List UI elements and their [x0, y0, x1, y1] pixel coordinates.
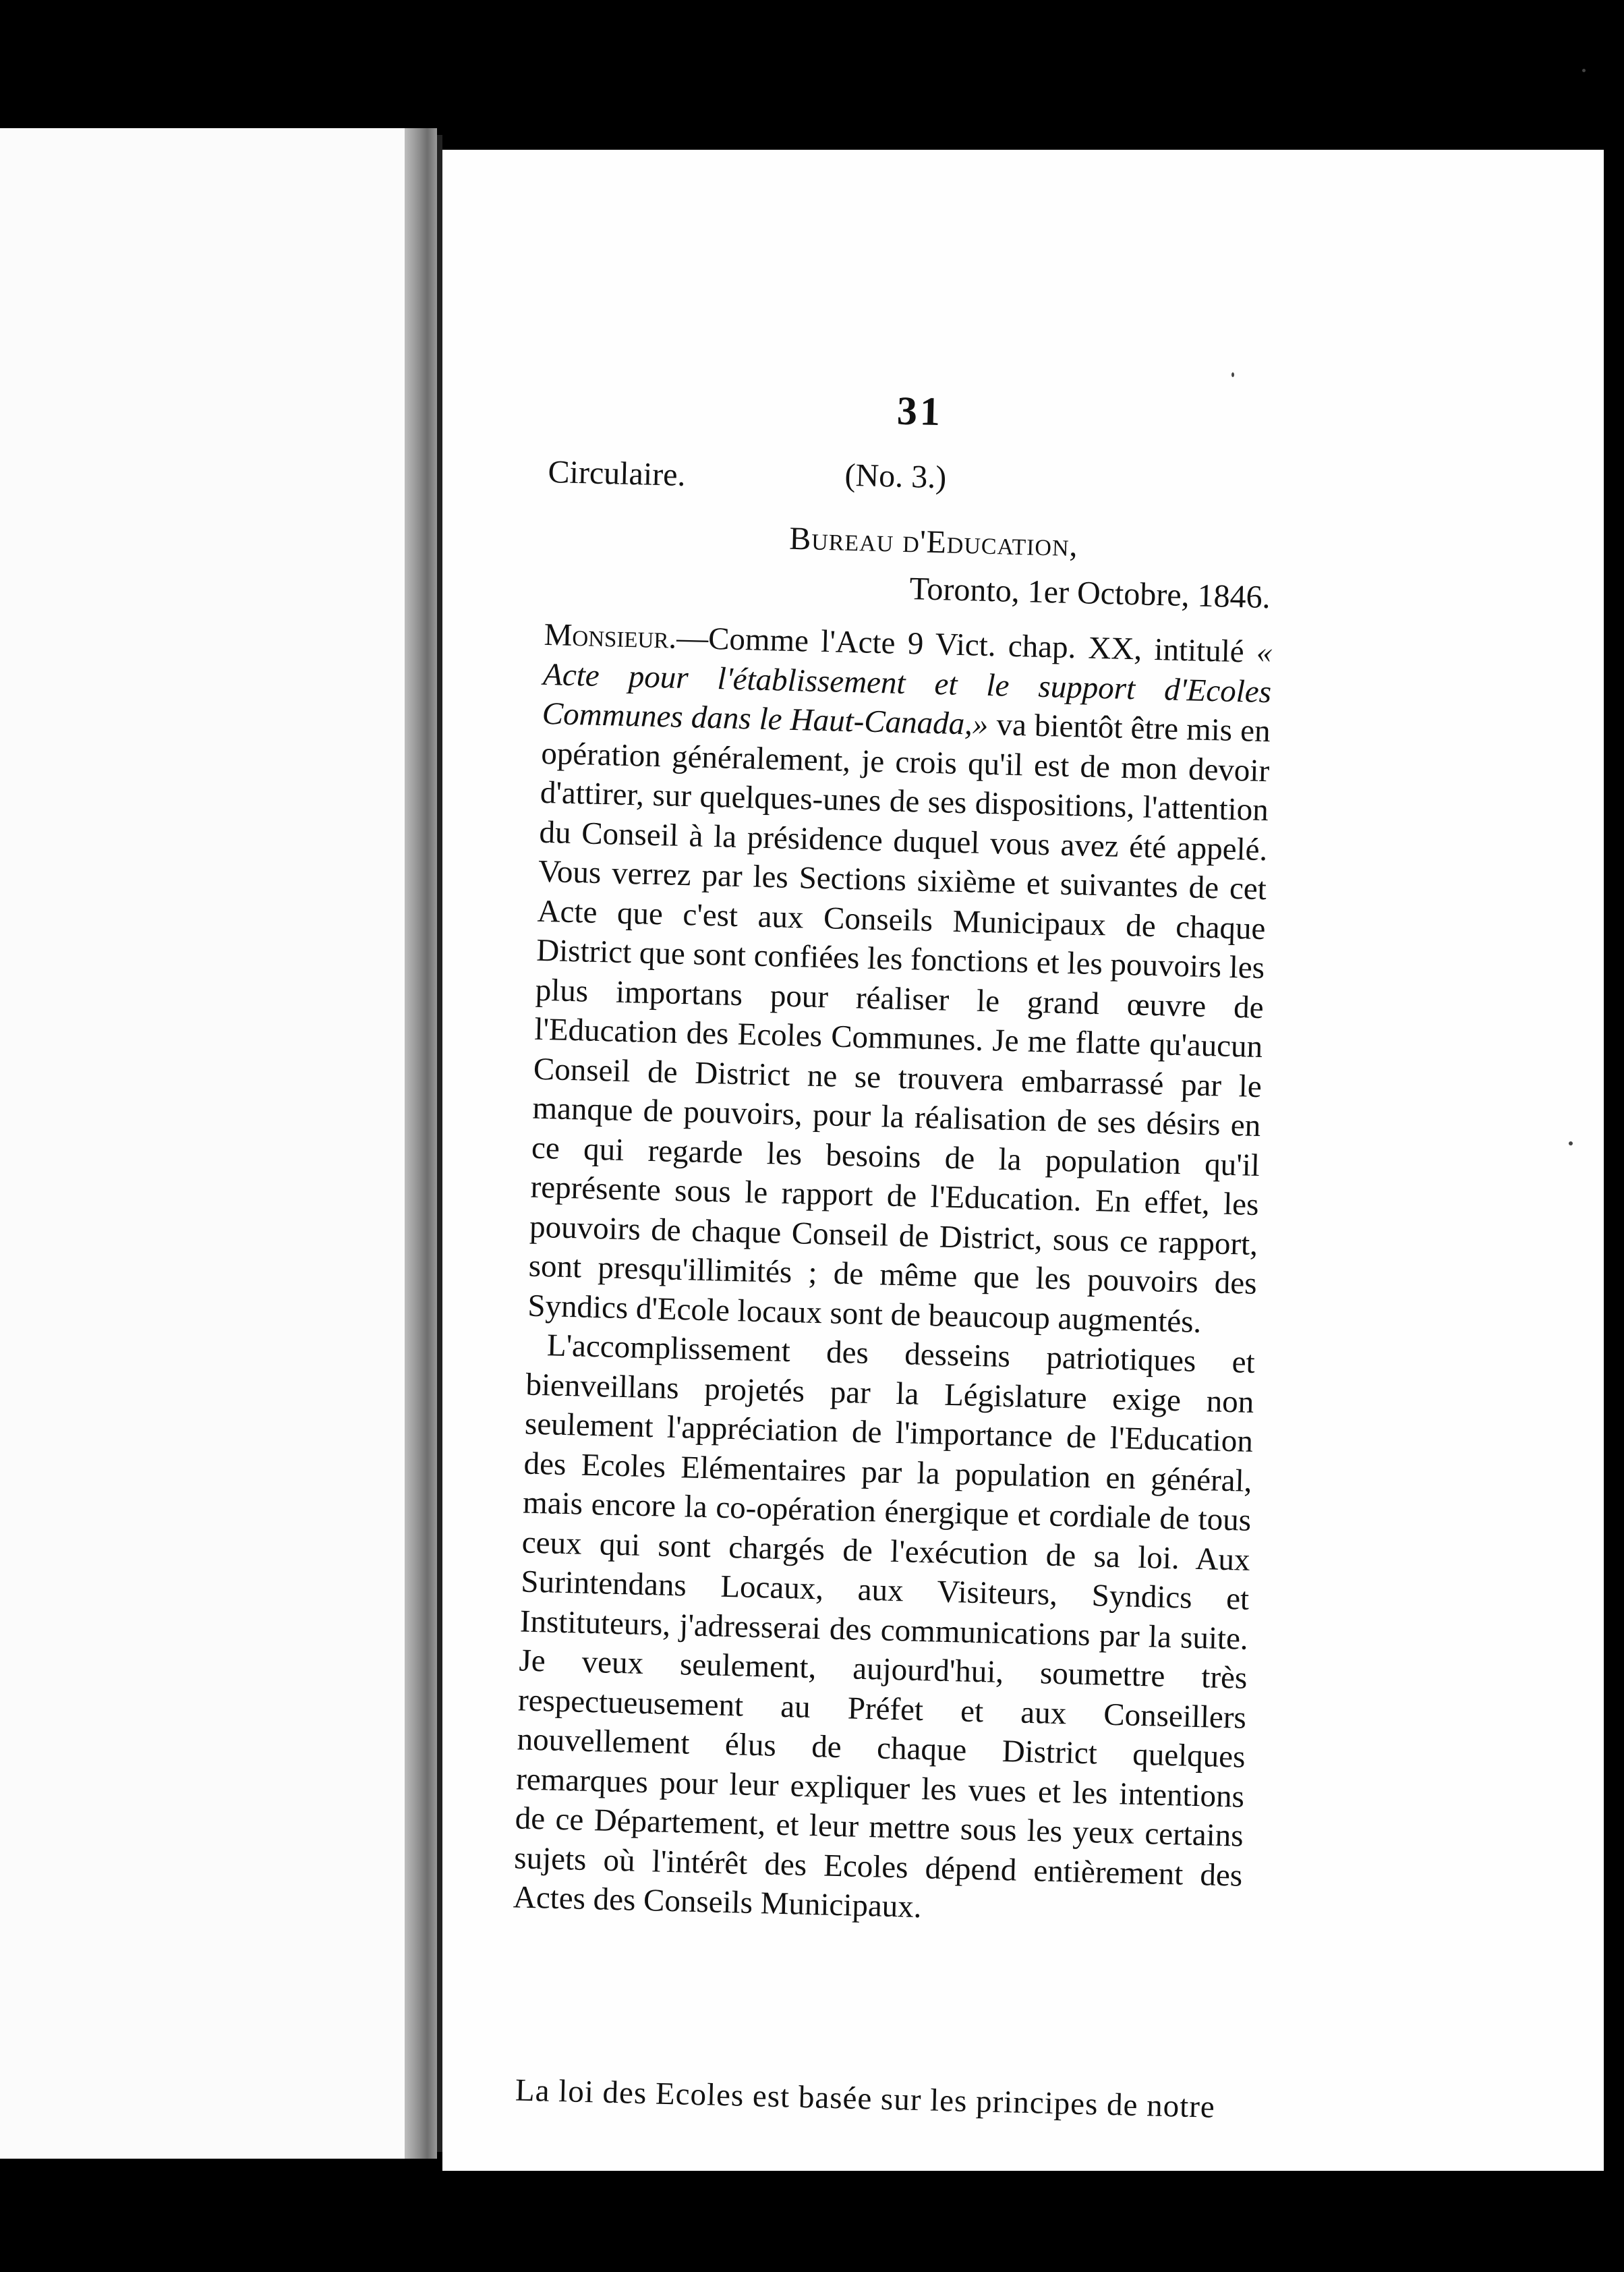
gutter-shadow — [437, 135, 442, 2152]
right-page — [442, 150, 1604, 2171]
left-page — [0, 128, 405, 2159]
act-title: « Acte pour l'établissement et le support d'Ecoles Communes dans le Haut-Canada,» — [542, 634, 1273, 743]
circular-label: Circulaire. — [547, 453, 687, 493]
continued-line: La loi des Ecoles est basée sur les principes de notre — [515, 2072, 1216, 2125]
document-text — [513, 379, 1279, 2125]
paragraph-2: L'accomplissement des desseins patriotiques et bienveillans projetés par la Législature exige non seulement l'appréciation de l'importance de l'Education des Ecoles Elémentaires par la population en général, mais encore la co-opération énergique et cordiale de tous ceux qui sont chargés de l'exécution de sa loi. Aux Surintendans Locaux, aux Visiteurs, Syndics et Instituteurs, j'adresserai des communications par la suite. Je veux seulement, aujourd'hui, soumettre très respectueusement au Préfet et aux Conseillers nouvellement élus de chaque District quelques remarques pour leur expliquer les vues et les intentions de ce Département, et leur mettre sous les yeux certains sujets où l'intérêt des Ecoles dépend entièrement des Actes des Conseils Municipaux. — [513, 1328, 1256, 1925]
salutation: Monsieur. — [544, 617, 677, 656]
circular-header — [548, 453, 1277, 518]
paragraph-1-lead: —Comme l'Acte 9 Vict. chap. XX, intitulé — [676, 620, 1245, 670]
paragraph-1 — [527, 615, 1273, 1343]
place-date: Toronto, 1er Octobre, 1846. — [908, 571, 1271, 616]
circular-number: (No. 3.) — [844, 457, 947, 496]
page-gutter — [405, 128, 437, 2159]
office-heading: Bureau d'Education, — [788, 520, 1079, 564]
letter-body — [513, 615, 1273, 1935]
page-number: 31 — [896, 388, 944, 434]
paragraph-1-rest: va bientôt être mis en opération généralement, je crois qu'il est de mon devoir d'attirer, sur quelques-unes de ses dispositions, l'attention du Conseil à la présidence duquel vous avez été appelé. Vous verrez par les Sections sixième et suivantes de cet Acte que c'est aux Conseils Municipaux de chaque District que sont confiées les fonctions et les pouvoirs les plus importans pour réaliser le grand œuvre de l'Education des Ecoles Communes. Je me flatte qu'aucun Conseil de District ne se trouvera embarrassé par le manque de pouvoirs, pour la réalisation de ses désirs en ce qui regarde les besoins de la population qu'il représente sous le rapport de l'Education. En effet, les pouvoirs de chaque Conseil de District, sous ce rapport, sont presqu'illimités ; de même que les pouvoirs des Syndics d'Ecole locaux sont de beaucoup augmentés. — [527, 707, 1271, 1340]
